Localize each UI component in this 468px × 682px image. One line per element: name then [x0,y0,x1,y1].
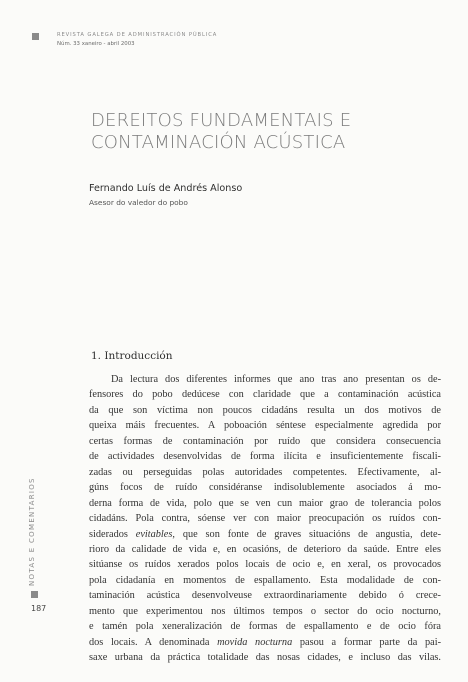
paragraph-line: taminación acústica desenvolveuse extraordinariamente debido ó crece- [89,590,441,602]
header-square-mark [32,33,39,40]
paragraph-line: e tamén pola xeneralización de formas de espallamento e de ocio fóra [89,621,441,633]
line-segment: siderados [89,528,136,540]
section-side-label: NOTAS E COMENTARIOS [28,477,36,586]
paragraph-line: fensores do pobo dedúcese con claridade que a contaminación acústica [89,389,441,401]
paragraph-line: certas formas de contaminación por ruído que considera consecuencia [89,435,441,447]
paragraph-line: Da lectura dos diferentes informes que ano tras ano presentan os de- [111,374,441,385]
issue-info: Núm. 33 xaneiro - abril 2003 [57,41,135,47]
paragraph-line: de actividades desenvolvidas de forma ilícita e insuficientemente fiscali- [89,451,441,463]
body-paragraph [89,372,441,666]
paragraph-line: derna forma de vida, polo que se ven cun maior grao de tolerancia polos [89,497,441,509]
paragraph-line-with-italic [89,527,441,542]
paragraph-line: queixa máis frecuentes. A poboación séntese especialmente agredida por [89,420,441,432]
paragraph-line: pola cidadanía en momentos de espallamento. Esta modalidade de con- [89,574,441,586]
italic-term-movida-nocturna: movida nocturna [217,636,293,648]
italic-term-evitables: evitables [135,528,173,540]
line-segment: pasou a formar parte da pai- [292,636,441,648]
paragraph-line: gúns focos de ruído considéranse indisolublemente asociados á mo- [89,482,441,494]
paragraph-line: zadas ou perseguidas polas autoridades competentes. Efectivamente, al- [89,466,441,478]
article-title-line-2: CONTAMINACIÓN ACÚSTICA [91,132,346,153]
paragraph-line: sitúanse os ruídos xerados polos locais de ocio e, en xeral, os provocados [89,559,441,571]
article-title [91,110,451,154]
paragraph-line: rioro da calidade de vida e, en ocasións, de deterioro da saúde. Entre eles [89,543,441,555]
side-square-mark [31,591,38,598]
line-segment: dos locais. A denominada [89,636,218,648]
author-name: Fernando Luís de Andrés Alonso [89,183,243,194]
article-title-line-1: DEREITOS FUNDAMENTAIS E [91,110,352,131]
paragraph-line: cidadáns. Pola contra, sóense ver con maior preocupación os ruídos con- [89,513,441,525]
paragraph-line: saxe urbana da práctica totalidade das nosas cidades, e incluso das vilas. [89,652,441,664]
section-heading: 1. Introducción [91,350,173,362]
author-role: Asesor do valedor do pobo [89,198,188,207]
line-segment: , que son fonte de graves situacións de angustia, dete- [172,528,442,540]
page-number: 187 [31,604,47,613]
paragraph-line: mento que experimentou nos últimos tempos o sector do ocio nocturno, [89,605,441,617]
paragraph-line: da que son víctima non poucos cidadáns resulta un dos motivos de [89,404,441,416]
paragraph-line-with-italic [89,635,441,650]
journal-name: REVISTA GALEGA DE ADMINISTRACIÓN PÚBLICA [57,32,218,38]
